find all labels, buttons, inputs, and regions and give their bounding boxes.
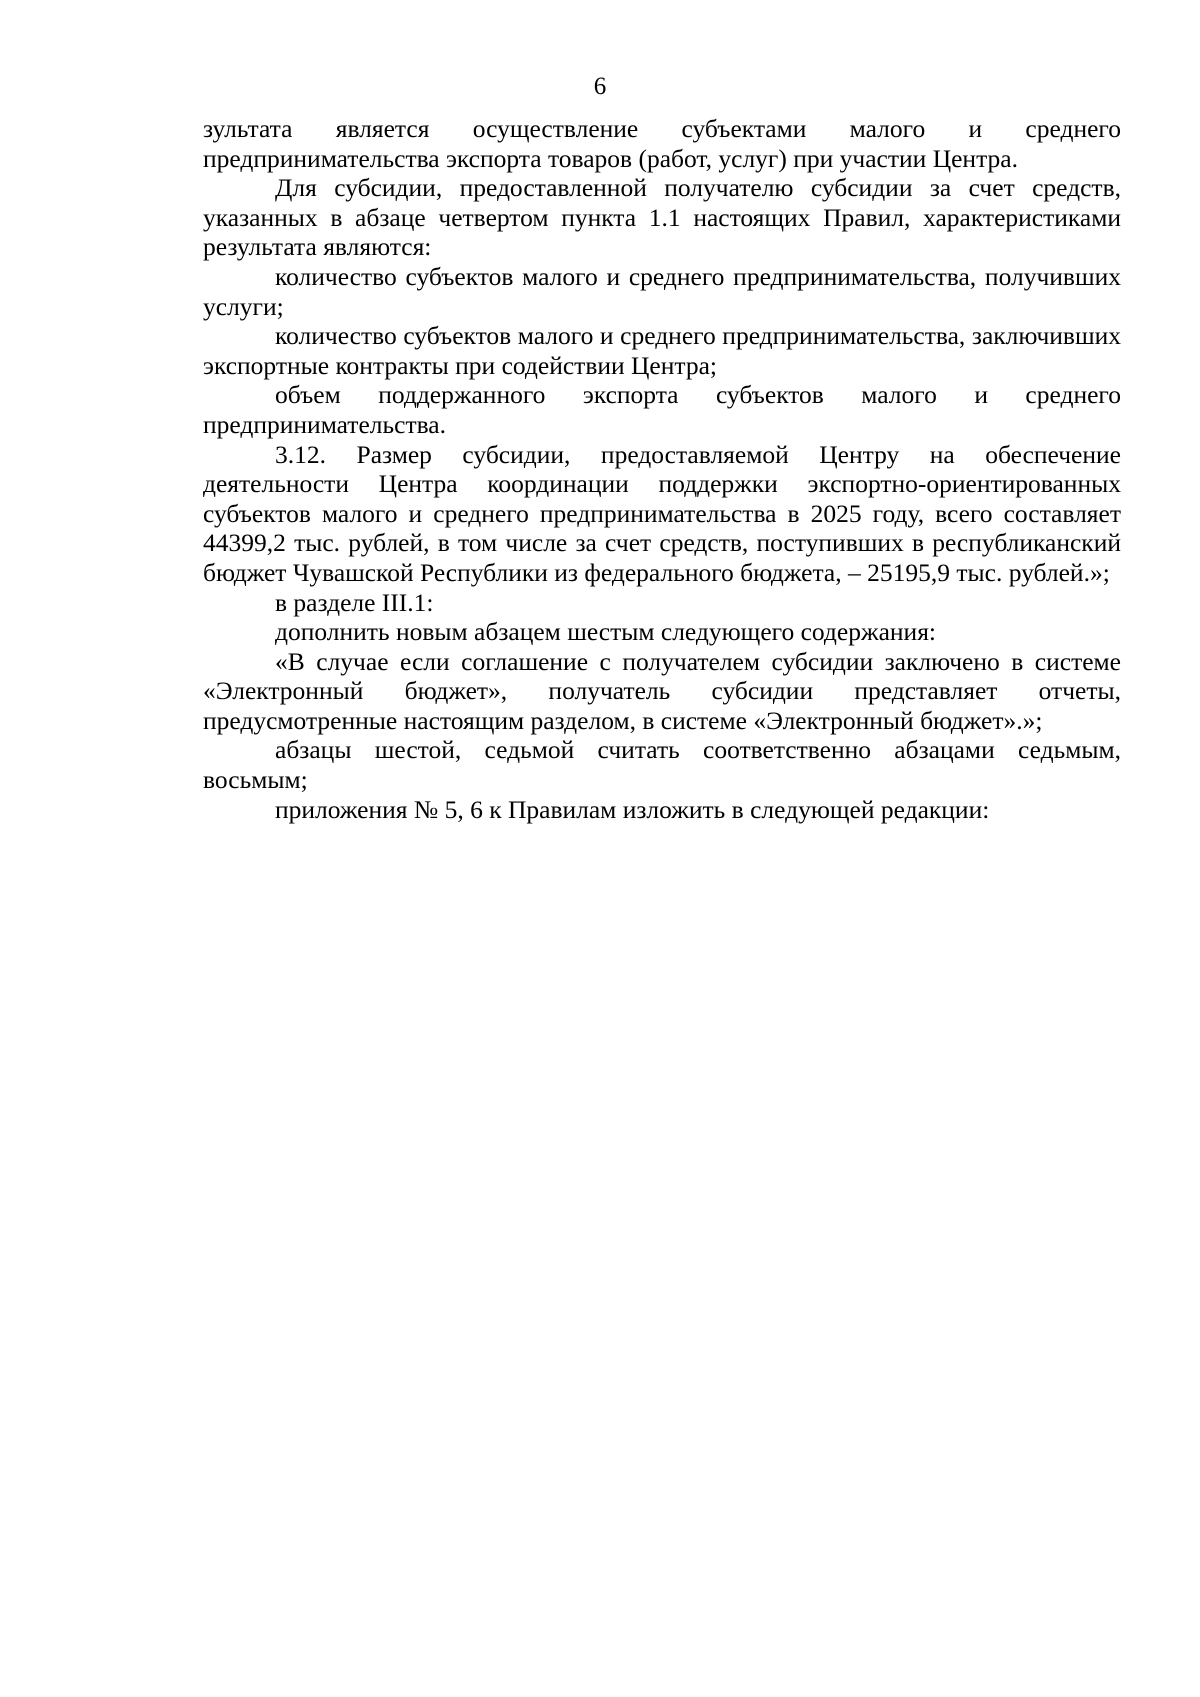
paragraph-count-services: количество субъектов малого и среднего предпринимательства, получивших услуги; bbox=[203, 261, 1121, 321]
paragraph-add-sixth-paragraph: дополнить новым абзацем шестым следующего содержания: bbox=[275, 617, 937, 647]
paragraph-result-continuation: зультата является осуществление субъектами малого и среднего предпринимательства экспорта товаров (работ, услуг) при участии Центра. bbox=[203, 114, 1121, 173]
paragraph-result-characteristics: Для субсидии, предоставленной получателю субсидии за счет средств, указанных в абзаце четвертом пункта 1.1 настоящих Правил, характеристиками результата являются: bbox=[203, 173, 1121, 262]
paragraph-export-volume: объем поддержанного экспорта субъектов малого и среднего предпринимательства. bbox=[203, 380, 1121, 439]
document-body bbox=[203, 114, 1121, 824]
page-number: 6 bbox=[593, 73, 607, 100]
paragraph-section-reference: в разделе III.1: bbox=[275, 587, 434, 617]
paragraph-count-contracts: количество субъектов малого и среднего предпринимательства, заключивших экспортные контракты при содействии Центра; bbox=[203, 321, 1121, 380]
paragraph-subsidy-amount: 3.12. Размер субсидии, предоставляемой Центру на обеспечение деятельности Центра координации поддержки экспортно-ориентированных субъектов малого и среднего предпринимательства в 2025 году, всего составляет 44399,2 тыс. рублей, в том числе за счет средств, поступивших в республиканский бюджет Чувашской Республики из федерального бюджета, – 25195,9 тыс. рублей.»; bbox=[203, 439, 1121, 587]
paragraph-renumbering: абзацы шестой, седьмой считать соответственно абзацами седьмым, восьмым; bbox=[203, 735, 1121, 795]
paragraph-electronic-budget: «В случае если соглашение с получателем субсидии заключено в системе «Электронный бюджет», получатель субсидии представляет отчеты, предусмотренные настоящим разделом, в системе «Электронный бюджет».»; bbox=[203, 646, 1121, 735]
paragraph-appendices: приложения № 5, 6 к Правилам изложить в следующей редакции: bbox=[275, 794, 990, 824]
